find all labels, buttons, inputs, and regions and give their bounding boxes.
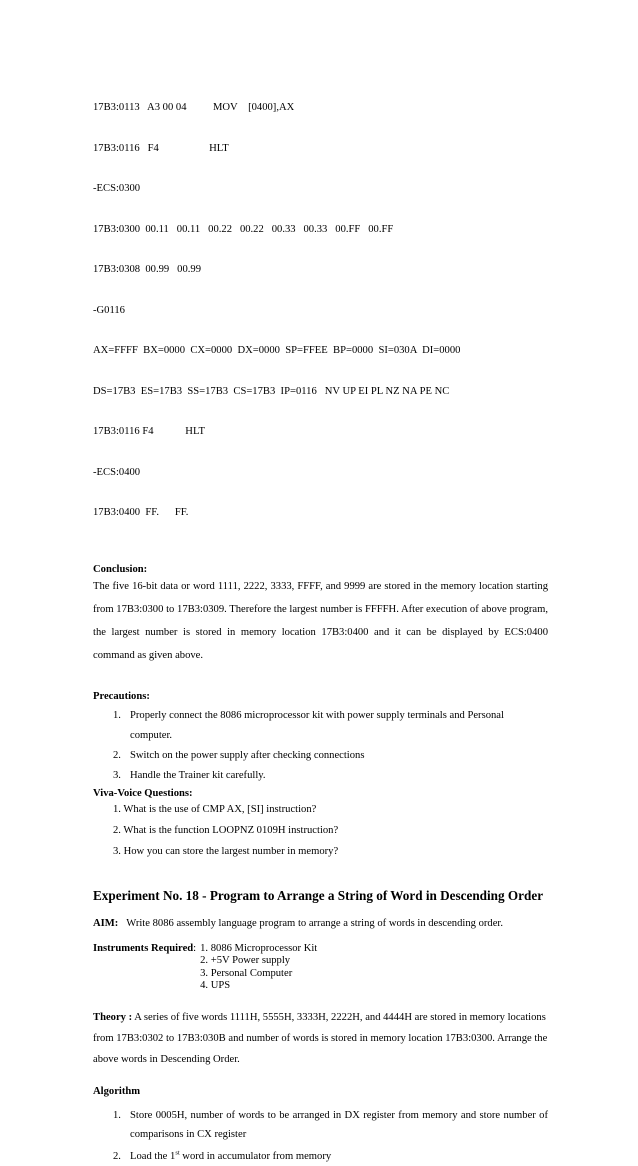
code-line: -ECS:0400 [93,466,548,480]
list-item: 1. Store 0005H, number of words to be arranged in DX register from memory and store number of comparisons in CX register [93,1106,548,1145]
code-line: 17B3:0400 FF. FF. [93,506,548,520]
list-item: 2. +5V Power supply [200,955,317,968]
list-item: 3. How you can store the largest number in memory? [93,841,548,862]
code-line: AX=FFFF BX=0000 CX=0000 DX=0000 SP=FFEE BP=0000 SI=030A DI=0000 [93,344,548,358]
instruments-label-wrap: Instruments Required: [93,943,196,993]
code-line: -G0116 [93,304,548,318]
code-line: DS=17B3 ES=17B3 SS=17B3 CS=17B3 IP=0116 NV UP EI PL NZ NA PE NC [93,385,548,399]
code-line: 17B3:0300 00.11 00.11 00.22 00.22 00.33 00.33 00.FF 00.FF [93,223,548,237]
code-line: 17B3:0116 F4 HLT [93,425,548,439]
code-line: 17B3:0113 A3 00 04 MOV [0400],AX [93,101,548,115]
instruments-list [200,943,317,993]
list-item: 1. Properly connect the 8086 microprocessor kit with power supply terminals and Personal computer. [93,706,548,746]
aim-line [93,918,548,929]
algorithm-list [93,1106,548,1166]
code-line: -ECS:0300 [93,182,548,196]
aim-text: Write 8086 assembly language program to arrange a string of words in descending order. [126,918,503,929]
theory-label: Theory : [93,1012,132,1023]
theory-text: A series of five words 1111H, 5555H, 3333H, 2222H, and 4444H are stored in memory locations from 17B3:0302 to 17B3:030B and number of words is stored in memory location 17B3:0300. Arrange the above words in Descending Order. [93,1012,547,1065]
debug-output [93,74,548,547]
list-item: 1. What is the use of CMP AX, [SI] instruction? [93,799,548,820]
document-page [93,74,548,1166]
code-line: 17B3:0308 00.99 00.99 [93,263,548,277]
list-item: 4. UPS [200,980,317,993]
instruments-label: Instruments Required [93,943,193,954]
code-line: 17B3:0116 F4 HLT [93,142,548,156]
list-item: 1. 8086 Microprocessor Kit [200,943,317,956]
list-item: 2. Switch on the power supply after checking connections [93,746,548,766]
list-item: 3. Personal Computer [200,968,317,981]
precautions-list [93,706,548,786]
list-item: 3. Handle the Trainer kit carefully. [93,766,548,786]
experiment-title: Experiment No. 18 - Program to Arrange a String of Word in Descending Order [93,888,548,904]
theory-paragraph [93,1007,548,1070]
algorithm-heading: Algorithm [93,1086,548,1097]
viva-heading: Viva-Voice Questions: [93,788,548,799]
list-item: 2. What is the function LOOPNZ 0109H instruction? [93,820,548,841]
conclusion-heading: Conclusion: [93,564,548,575]
precautions-heading: Precautions: [93,691,548,702]
conclusion-text: The five 16-bit data or word 1111, 2222, 3333, FFFF, and 9999 are stored in the memory location starting from 17B3:0300 to 17B3:0309. Therefore the largest number is FFFFH. After execution of above program, the largest number is stored in memory location 17B3:0400 and it can be displayed by ECS:0400 command as given above. [93,575,548,667]
instruments-block [93,943,548,993]
viva-list [93,799,548,862]
list-item: 2. Load the 1st word in accumulator from memory [93,1147,548,1166]
aim-label: AIM: [93,918,118,929]
